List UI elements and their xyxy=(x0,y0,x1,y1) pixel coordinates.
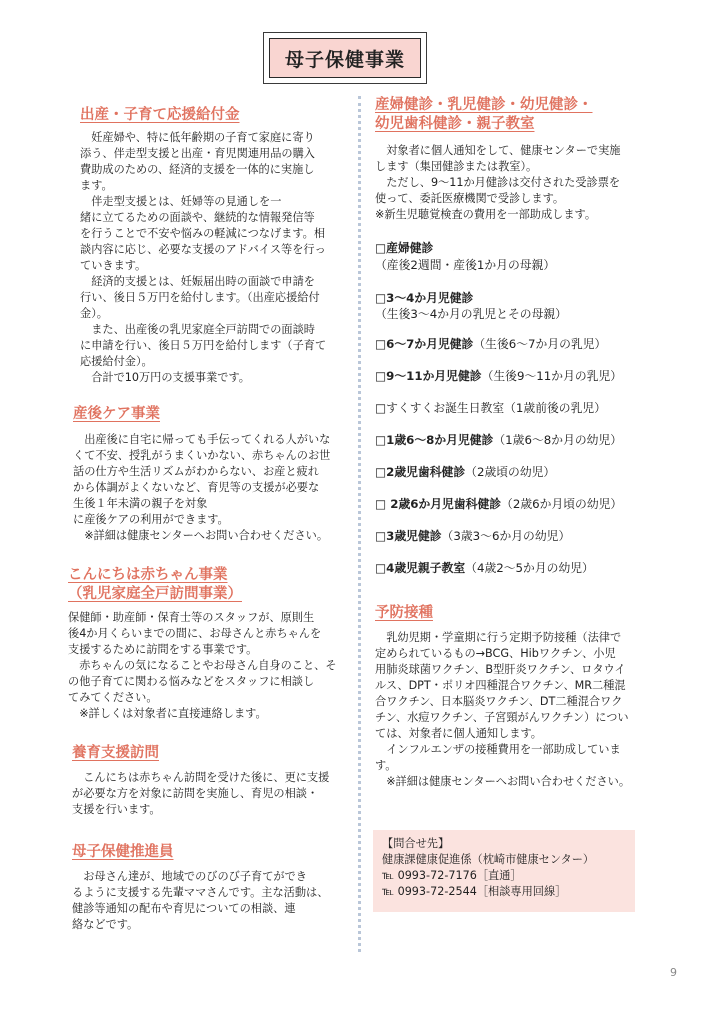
checkup-item: □9～11か月児健診（生後9～11か月の乳児） xyxy=(375,369,623,383)
checkup-item: □4歳児親子教室（4歳2～5か月の幼児） xyxy=(375,561,594,575)
section-heading: 母子保健推進員 xyxy=(72,844,174,860)
section-body: 妊産婦や、特に低年齢期の子育て家庭に寄り 添う、伴走型支援と出産・育児関連用品の購入 費助成のための、経済的支援を一体的に実施し ます。 伴走型支援とは、妊婦等の見通しを一 緒に立てるための面談や、継続的な情報発信等 を行うことで不安や悩みの軽減につなげます。相 談内容に応じ、必要な支援のアドバイス等を行っ ていきます。 経済的支援とは、妊娠届出時の面談で申請を 行い、後日５万円を給付します。（出産応援給付 金）。 また、出産後の乳児家庭全戸訪問での面談時 に申請を行い、後日５万円を給付します（子育て 応援給付金）。 合計で10万円の支援事業です。 xyxy=(80,131,327,384)
section-heading-line1: こんにちは赤ちゃん事業 xyxy=(68,567,228,583)
contact-tel-consult: ℡ 0993-72-2544［相談専用回線］ xyxy=(382,885,567,898)
section-body: 対象者に個人通知をして、健康センターで実施 します（集団健診または教室）。 ただし、9～11か月健診は交付された受診票を 使って、委託医療機関で受診します。 ※新生児聴覚検査の費用を一部助成します。 xyxy=(375,144,621,221)
checkup-item: □ 2歳6か月児歯科健診（2歳6か月頃の幼児） xyxy=(375,497,623,511)
contact-box xyxy=(373,830,635,912)
section-checkups-body-wrap xyxy=(375,143,657,223)
checkup-item: □3～4か月児健診 xyxy=(375,291,474,305)
contact-department: 健康課健康促進係（枕崎市健康センター） xyxy=(382,853,595,866)
section-body: 乳幼児期・学童期に行う定期予防接種（法律で 定められているもの→BCG、Hibワクチン、小児 用肺炎球菌ワクチン、B型肝炎ワクチン、ロタウイ ルス、DPT・ポリオ四種混合ワクチン、MR二種混 合ワクチン、日本脳炎ワクチン、DT二種混合ワク チン、水痘ワクチン、子宮頸がんワクチン）につい ては、対象者に個人通知します。 インフルエンザの接種費用を一部助成していま す。 ※詳細は健康センターへお問い合わせください。 xyxy=(375,631,631,788)
section-body: 出産後に自宅に帰っても手伝ってくれる人がいな くて不安、授乳がうまくいかない、赤ちゃんのお世 話の仕方や生活リズムがわからない、お産と疲れ から体調がよくないなど、育児等の支援が必要な 生後１年未満の親子を対象 に産後ケアの利用ができます。 ※詳細は健康センターへお問い合わせください。 xyxy=(73,433,331,542)
checkup-item: □1歳6～8か月児健診（1歳6～8か月の幼児） xyxy=(375,433,623,447)
section-birth-support-body-wrap xyxy=(80,130,370,386)
section-postpartum-care xyxy=(73,405,353,424)
section-body: お母さん達が、地域でのびのび子育てができ るように支援する先輩ママさんです。主な活動は、 健診等通知の配布や育児についての相談、連 絡などです。 xyxy=(72,870,329,931)
section-child-rearing-body-wrap xyxy=(72,770,362,818)
section-health-promoters xyxy=(72,843,352,862)
checkup-item: □すくすくお誕生日教室（1歳前後の乳児） xyxy=(375,401,606,415)
section-vaccination-body-wrap xyxy=(375,630,657,790)
page-title: 母子保健事業 xyxy=(269,38,421,78)
checkup-item: □3歳児健診（3歳3～6か月の幼児） xyxy=(375,529,571,543)
section-hello-baby xyxy=(68,566,358,604)
section-heading-line2: （乳児家庭全戸訪問事業） xyxy=(68,586,242,602)
section-body: こんにちは赤ちゃん訪問を受けた後に、更に支援 が必要な方を対象に訪問を実施し、育児の相談・ 支援を行います。 xyxy=(72,771,330,816)
section-body: 保健師・助産師・保育士等のスタッフが、原則生 後4か月くらいまでの間に、お母さんと赤ちゃんを 支援するために訪問をする事業です。 赤ちゃんの気になることやお母さん自身のこと、そ の他子育てに関わる悩みなどをスタッフに相談し てみてください。 ※詳しくは対象者に直接連絡します。 xyxy=(68,611,337,720)
checkup-item: （産後2週間・産後1か月の母親） xyxy=(375,258,556,272)
title-banner xyxy=(263,32,427,84)
section-heading: 出産・子育て応援給付金 xyxy=(80,107,240,123)
section-heading: 産後ケア事業 xyxy=(73,406,160,422)
contact-tel-direct: ℡ 0993-72-7176［直通］ xyxy=(382,869,522,882)
section-checkups xyxy=(375,96,655,134)
section-heading: 養育支援訪問 xyxy=(72,745,159,761)
section-heading: 予防接種 xyxy=(375,605,433,621)
section-heading-line1: 産婦健診・乳児健診・幼児健診・ xyxy=(375,97,593,113)
checkup-item: □産婦健診 xyxy=(375,241,434,255)
section-postpartum-body-wrap xyxy=(73,432,363,544)
section-heading-line2: 幼児歯科健診・親子教室 xyxy=(375,116,535,132)
checkup-item: □6～7か月児健診（生後6～7か月の乳児） xyxy=(375,337,607,351)
contact-label: 【問合せ先】 xyxy=(382,837,450,850)
page-number: 9 xyxy=(670,966,677,979)
section-vaccination xyxy=(375,604,655,623)
section-birth-support xyxy=(80,106,360,125)
checkup-item: （生後3～4か月の乳児とその母親） xyxy=(375,307,567,321)
section-child-rearing-visit xyxy=(72,744,352,763)
section-hello-baby-body-wrap xyxy=(68,610,358,722)
checkup-item: □2歳児歯科健診（2歳頃の幼児） xyxy=(375,465,556,479)
section-health-promoters-body-wrap xyxy=(72,869,362,933)
